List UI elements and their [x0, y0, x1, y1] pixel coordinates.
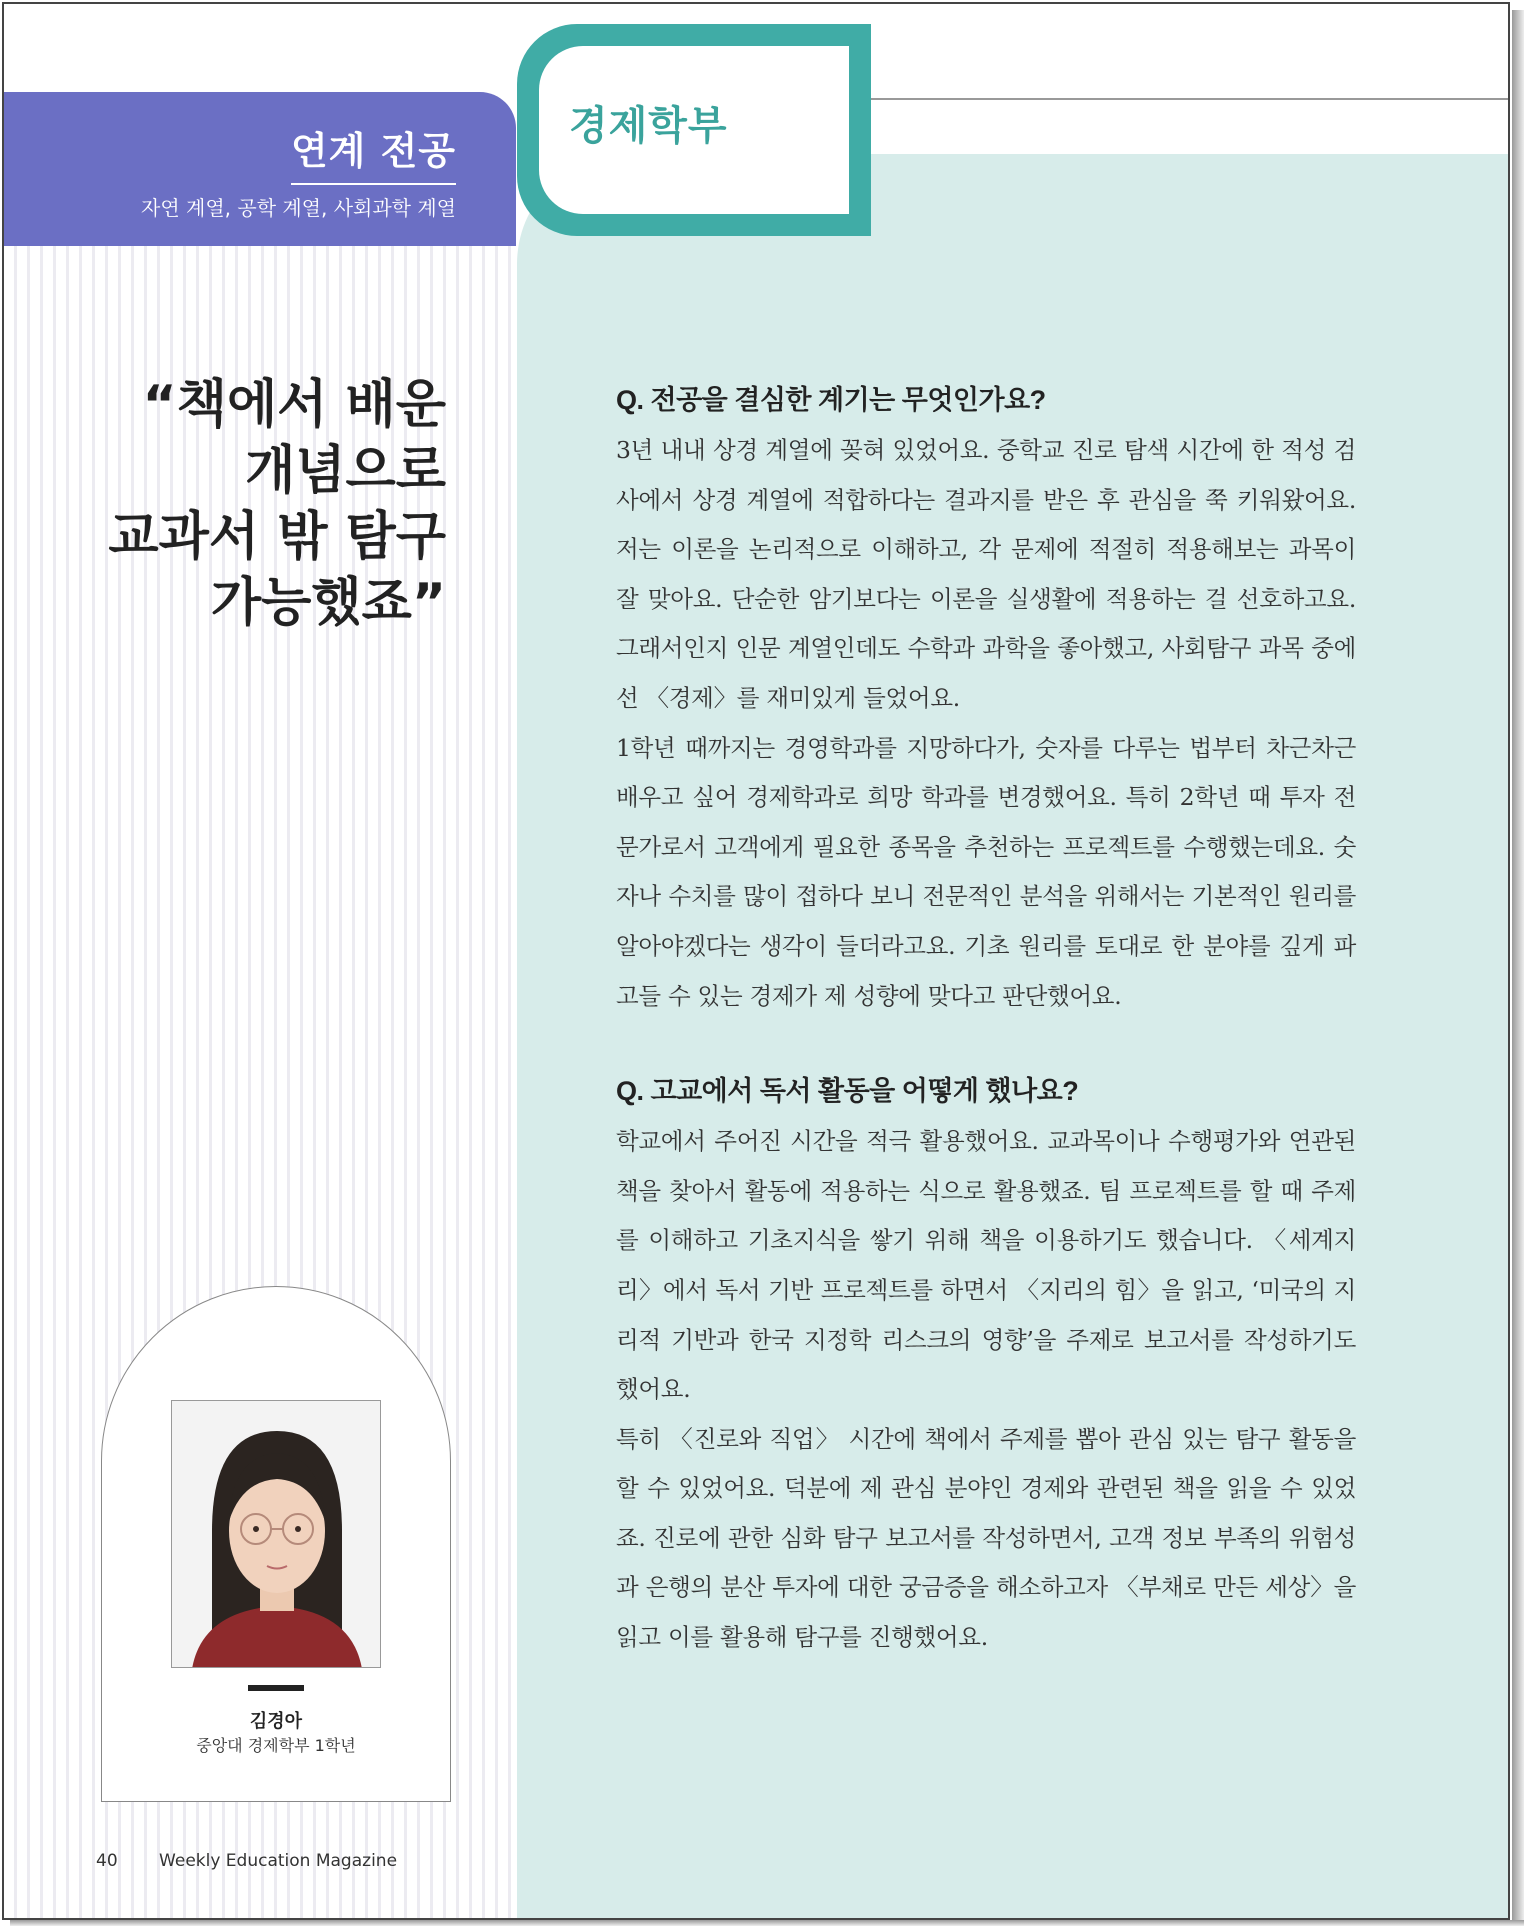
profile-name: 김경아 [249, 1711, 303, 1732]
pull-quote-line: 교과서 밖 탐구 [108, 507, 446, 567]
page-number: 40 [96, 1851, 118, 1871]
magazine-page [2, 2, 1510, 1920]
person-portrait-icon [172, 1401, 381, 1668]
answer-paragraph: 특히 〈진로와 직업〉 시간에 책에서 주제를 뽑아 관심 있는 탐구 활동을 할 수 있었어요. 덕분에 제 관심 분야인 경제와 관련된 책을 읽을 수 있었죠. 진로에 관한 심화 탐구 보고서를 작성하면서, 고객 정보 부족의 위험성과 은행의 분산 투자에 대한 궁금증을 해소하고자 〈부채로 만든 세상〉을 읽고 이를 활용해 탐구를 진행했어요. [616, 1424, 1356, 1652]
related-majors-band [4, 92, 516, 246]
question-heading: Q. 전공을 결심한 계기는 무엇인가요? [616, 385, 1046, 415]
page-footer [96, 1851, 397, 1871]
page-shadow [1512, 10, 1524, 1920]
answer-paragraph: 학교에서 주어진 시간을 적극 활용했어요. 교과목이나 수행평가와 연관된 책을 찾아서 활동에 적용하는 식으로 활용했죠. 팀 프로젝트를 할 때 주제를 이해하고 기초지식을 쌓기 위해 책을 이용하기도 했습니다. 〈세계지리〉에서 독서 기반 프로젝트를 하면서 〈지리의 힘〉을 읽고, ‘미국의 지리적 기반과 한국 지정학 리스크의 영향’을 주제로 보고서를 작성하기도 했어요. [616, 1127, 1356, 1404]
profile-affiliation: 중앙대 경제학부 1학년 [196, 1736, 356, 1755]
magazine-name: Weekly Education Magazine [159, 1851, 398, 1871]
related-majors-title: 연계 전공 [291, 120, 456, 185]
page-shadow [10, 1920, 1524, 1926]
profile-divider [248, 1685, 304, 1691]
pull-quote-line: 가능했죠” [210, 573, 446, 633]
profile-photo [171, 1400, 381, 1668]
top-divider-line [864, 98, 1510, 100]
department-tab-inner [539, 46, 849, 214]
answer-paragraph: 3년 내내 상경 계열에 꽂혀 있었어요. 중학교 진로 탐색 시간에 한 적성 검사에서 상경 계열에 적합하다는 결과지를 받은 후 관심을 쭉 키워왔어요. 저는 이론을 논리적으로 이해하고, 각 문제에 적절히 적용해보는 과목이 잘 맞아요. 단순한 암기보다는 이론을 실생활에 적용하는 걸 선호하고요. 그래서인지 인문 계열인데도 수학과 과학을 좋아했고, 사회탐구 과목 중에선 〈경제〉를 재미있게 들었어요. [616, 436, 1356, 712]
pull-quote-line: 개념으로 [245, 441, 446, 501]
pull-quote [2, 372, 446, 636]
related-majors-list: 자연 계열, 공학 계열, 사회과학 계열 [141, 196, 456, 220]
question-heading: Q. 고교에서 독서 활동을 어떻게 했나요? [616, 1076, 1079, 1107]
department-title: 경제학부 [569, 103, 728, 149]
interview-article [616, 374, 1356, 1663]
department-tab [517, 24, 871, 236]
answer-paragraph: 1학년 때까지는 경영학과를 지망하다가, 숫자를 다루는 법부터 차근차근 배우고 싶어 경제학과로 희망 학과를 변경했어요. 특히 2학년 때 투자 전문가로서 고객에게 필요한 종목을 추천하는 프로젝트를 수행했는데요. 숫자나 수치를 많이 접하다 보니 전문적인 분석을 위해서는 기본적인 원리를 알아야겠다는 생각이 들더라고요. 기초 원리를 토대로 한 분야를 깊게 파고들 수 있는 경제가 제 성향에 맞다고 판단했어요. [616, 733, 1356, 1010]
pull-quote-line: “책에서 배운 [142, 375, 446, 435]
profile-card [101, 1286, 451, 1802]
